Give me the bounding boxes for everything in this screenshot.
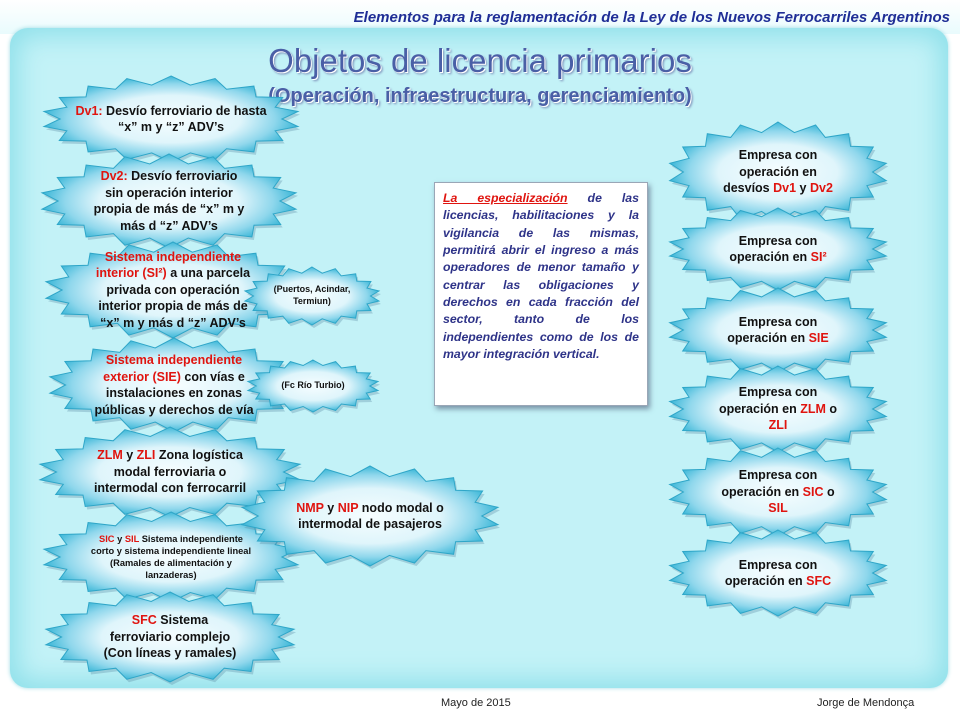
burst-text: (Fc Río Turbio) <box>281 380 345 391</box>
right-burst-sic <box>666 446 890 538</box>
callout-text: de las licencias, habilitaciones y la vigilancia de las mismas, permitirá abrir el ingreso a más operadores de menor tamaño y centrar las obligaciones y derechos en cada fracción del sector, tanto de los independientes como de los de mayor integración vertical. <box>443 191 639 361</box>
burst-text: Sistema independiente exterior (SIE) con vías e instalaciones en zonas públicas y derechos de vía <box>94 353 254 417</box>
left-burst-dv1 <box>40 74 302 164</box>
burst-text: NMP y NIP nodo modal o intermodal de pasajeros <box>296 500 444 531</box>
burst-text: Empresa con operación en SIE <box>727 314 829 345</box>
left-burst-sfc <box>42 590 298 684</box>
burst-text: (Puertos, Acindar, Termiun) <box>273 284 351 306</box>
footer-author: Jorge de Mendonça <box>817 697 915 709</box>
burst-nmp-nip <box>238 464 502 568</box>
burst-text: Sistema independiente interior (SI²) a una parcela privada con operación interior propia de más de “x” m y más d “z” ADV’s <box>95 249 251 330</box>
right-burst-si2 <box>666 206 890 292</box>
right-burst-sie <box>666 286 890 374</box>
left-burst-dv2 <box>38 152 300 250</box>
burst-text: Empresa con operación en SFC <box>724 557 832 588</box>
right-burst-zlm <box>666 364 890 454</box>
small-burst-puertos <box>242 265 382 327</box>
callout-box <box>434 182 648 406</box>
burst-text: Empresa con operación en SI² <box>729 233 827 264</box>
burst-text: Empresa con operación en ZLM o ZLI <box>718 385 838 433</box>
small-burst-rio-turbio <box>245 358 381 414</box>
callout-highlight: La especialización <box>443 191 568 205</box>
burst-text: SIC y SIL Sistema independiente corto y sistema independiente lineal (Ramales de alimentación y lanzaderas) <box>90 533 252 581</box>
burst-text: SFC Sistema ferroviario complejo (Con líneas y ramales) <box>103 613 237 661</box>
burst-text: ZLM y ZLI Zona logística modal ferroviaria o intermodal con ferrocarril <box>93 448 247 496</box>
burst-text: Empresa con operación en desvíos Dv1 y Dv2 <box>723 148 833 196</box>
banner-title: Elementos para la reglamentación de la Ley de los Nuevos Ferrocarriles Argentinos <box>353 9 950 26</box>
right-burst-sfc <box>666 528 890 618</box>
slide-title: Objetos de licencia primarios <box>268 42 692 79</box>
slide-subtitle: (Operación, infraestructura, gerenciamiento) <box>268 85 692 107</box>
footer-date: Mayo de 2015 <box>441 697 511 709</box>
burst-text: Empresa con operación en SIC o SIL <box>721 468 835 516</box>
burst-text: Dv2: Desvío ferroviario sin operación interior propia de más de “x” m y más d “z” ADV’s <box>93 169 245 233</box>
burst-text: Dv1: Desvío ferroviario de hasta “x” m y “z” ADV’s <box>75 103 267 134</box>
